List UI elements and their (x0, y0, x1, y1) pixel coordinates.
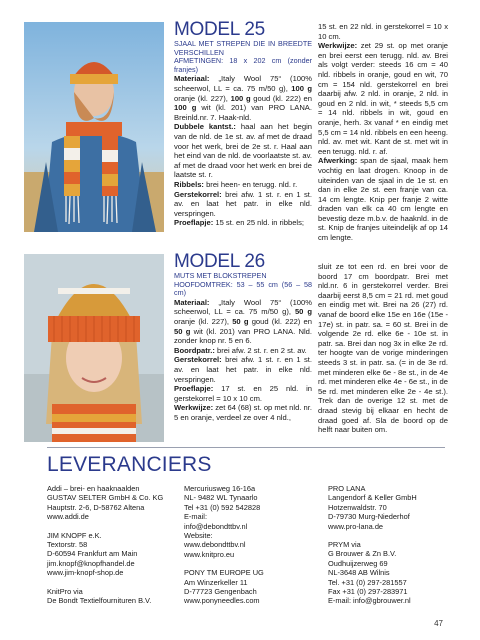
supplier-detail: www.addi.de (47, 512, 89, 522)
supplier-detail: Hotzenwaldstr. 70 (328, 502, 387, 512)
supplier-entry (328, 540, 448, 606)
supplier-detail: E-mail: (184, 512, 207, 522)
supplier-detail: www.ponyneedles.com (184, 596, 260, 606)
supplier-name: PRO LANA (328, 484, 366, 493)
instruction-text: brei heen- en terugg. nld. r. (203, 179, 298, 189)
suppliers-column-3 (328, 484, 448, 606)
supplier-detail: Tel. +31 (0) 297-281557 (328, 577, 407, 587)
supplier-detail: www.debondttbv.nl (184, 540, 246, 550)
instruction-label: 50 g (174, 326, 191, 336)
instruction-text: „Italy Wool 75“ (100% scheerwol, LL = ca. 75 m/50 g), (174, 297, 312, 317)
supplier-name: PRYM via (328, 540, 361, 550)
instruction-paragraph (174, 346, 312, 356)
instruction-text: wit (kl. 201) van PRO LANA. Breinld.nr. 7. Haak-nld. (174, 103, 312, 122)
supplier-entry (47, 531, 177, 578)
supplier-detail: Oudhuijzerweg 69 (328, 558, 388, 568)
instruction-label: 100 g (174, 103, 197, 113)
supplier-detail: info@debondttbv.nl (184, 521, 248, 531)
instruction-paragraph (318, 22, 448, 41)
instruction-paragraph (318, 262, 448, 435)
instruction-label: Werkwijze: (174, 403, 214, 413)
supplier-detail: www.jim-knopf-shop.de (47, 568, 124, 578)
instruction-text: „Italy Wool 75“ (100% scheerwol, LL = ca. 75 m/50 g), (174, 74, 312, 93)
instruction-label: Gerstekorrel: (174, 189, 222, 199)
supplier-detail: D-79730 Murg-Niederhof (328, 512, 410, 522)
instruction-text: sluit ze tot een rd. en brei voor de boord 17 cm boordpatr. Brei met nld.nr. 6 in gerstekorrel verder. Brei daarbij eerst 8,5 cm = 21 rd. met goud en eindig met wit. Brei na 26 (27) rd. vanaf de boord elke 15e en 16e (15e - 17e) st. in patr. sa. = 60 st. Brei in de volgende 2e rd. elke 6e - 10e st. in patr. sa. Brei dan nog 3x in elke 2e rd. ter hoogte van de vorige minderingen steeds 3 st. in patr. sa. (= in de 3e rd. met minderen elke 6e - 8e st., in de 4e rd. met minderen elke 4e - 6e st., in de 5e rd. met minderen elke 2e - 4e st.). Trek dan de overige 12 st. met de draad stevig bij elkaar en hecht de draad goed af. Sla de boord op de helft naar buiten om. (318, 262, 449, 435)
model-26-left-column (174, 252, 312, 423)
instruction-label: Materiaal: (174, 297, 210, 307)
instruction-text: brei afw. 1 st. r. en 1 st. av. en laat het patr. in elke nld. verspringen. (174, 355, 312, 384)
instruction-paragraph (174, 298, 312, 346)
supplier-detail: Tel +31 (0) 592 542828 (184, 502, 261, 512)
instruction-label: Boordpatr.: (174, 345, 215, 355)
instruction-text: oranje (kl. 227), (174, 93, 231, 103)
instruction-label: Afwerking: (318, 156, 358, 166)
supplier-entry (184, 568, 304, 606)
model-25-right-column (318, 22, 448, 243)
model-26-subtitle: MUTS MET BLOKSTREPEN (174, 271, 267, 280)
supplier-detail: G Brouwer & Zn B.V. (328, 549, 397, 559)
instruction-paragraph (174, 74, 312, 122)
supplier-detail: jim.knopf@knopfhandel.de (47, 558, 135, 568)
model-26-size: HOOFDOMTREK: 53 – 55 cm (56 – 58 cm) (174, 279, 312, 298)
supplier-entry (47, 587, 177, 606)
instruction-label: 100 g (230, 93, 251, 103)
instruction-label: Gerstekorrel: (174, 355, 222, 365)
supplier-detail: D-60594 Frankfurt am Main (47, 549, 138, 559)
instruction-paragraph (174, 122, 312, 180)
instruction-paragraph (174, 403, 312, 422)
instruction-text: zet 64 (68) st. op met nld. nr. 5 en oranje, verdeel ze over 4 nld., (174, 403, 312, 422)
instruction-paragraph (174, 180, 312, 190)
supplier-detail: De Bondt Textielfournituren B.V. (47, 596, 152, 606)
supplier-detail: E-mail: info@gbrouwer.nl (328, 596, 411, 606)
model-25-title: MODEL 25 (174, 19, 265, 40)
supplier-detail: Fax +31 (0) 297-283971 (328, 587, 408, 597)
instruction-paragraph (318, 156, 448, 242)
model-25-photo (24, 22, 164, 232)
supplier-entry (47, 484, 177, 522)
instruction-text: brei afw. 1 st. r. en 1 st. av. en laat het patr. in elke nld. verspringen. (174, 189, 312, 218)
instruction-text: haal aan het begin van de nld. de 1e st. av. af met de draad voor het werk, brei de 2e st. r. Haal aan het eind van de nld. de voorlaatste st. av. af met de draad voor het werk en brei de laatste st. r. (174, 122, 312, 180)
instruction-paragraph (174, 190, 312, 219)
supplier-detail: NL- 9482 WL Tynaarlo (184, 493, 258, 503)
instruction-text: zet 29 st. op met oranje en brei eerst een terugg. nld. av. Brei als volgt verder: steeds 16 cm = 40 nld. ribbels in oranje, goud en wit, 70 cm = 154 nld. gerstekorrel en brei daarbij afw. 2 nld. in oranje, 2 nld. in goud en 2 nld. in wit, * steeds 5,5 cm = 14 nld. ribbels in wit, goud en oranje, herh. 3x vanaf * en eindig met 5,5 cm = 14 nld. ribbels en een heeng. nld. av. met wit. Kant de st. met wit in een terugg. nld. r. af. (318, 41, 448, 156)
instruction-label: 50 g (294, 307, 312, 317)
supplier-detail: Website: (184, 531, 213, 541)
supplier-detail: D-77723 Gengenbach (184, 587, 257, 597)
supplier-name: JIM KNOPF e.K. (47, 530, 102, 540)
instruction-label: Dubbele kantst.: (174, 122, 236, 132)
instruction-text: 17 st. en 25 nld. in gerstekorrel = 10 x 10 cm. (174, 384, 312, 403)
supplier-detail: www.pro-lana.de (328, 521, 384, 531)
model-25-subtitle: SJAAL MET STREPEN DIE IN BREEDTE VERSCHILLEN (174, 39, 312, 57)
model-26-right-column (318, 262, 448, 435)
model-26-instructions-left (174, 298, 312, 423)
model-26-photo (24, 254, 164, 442)
instruction-paragraph (174, 384, 312, 403)
instruction-text: 15 st. en 25 nld. in ribbels; (213, 218, 305, 228)
instruction-paragraph (174, 218, 312, 228)
model-25-instructions-left (174, 74, 312, 228)
instruction-text: goud (kl. 222) en (248, 316, 312, 326)
instruction-label: 100 g (291, 83, 312, 93)
supplier-name: Mercuriusweg 16-16a (184, 484, 256, 493)
suppliers-heading: LEVERANCIERS (47, 453, 212, 476)
supplier-detail: GUSTAV SELTER GmbH & Co. KG (47, 493, 164, 503)
model-25-left-column (174, 20, 312, 228)
instruction-text: 15 st. en 22 nld. in gerstekorrel = 10 x 10 cm. (318, 22, 448, 41)
instruction-label: Werkwijze: (318, 41, 358, 51)
instruction-label: Materiaal: (174, 74, 210, 84)
instruction-label: Proeflapje: (174, 384, 214, 394)
model-26-title: MODEL 26 (174, 251, 265, 272)
supplier-name: KnitPro via (47, 586, 83, 596)
supplier-detail: Am Winzerkeller 11 (184, 577, 248, 587)
supplier-name: PONY TM EUROPE UG (184, 568, 264, 578)
instruction-label: Ribbels: (174, 179, 204, 189)
instruction-label: Proeflapje: (174, 218, 214, 228)
supplier-entry (184, 484, 304, 559)
supplier-detail: NL-3648 AB Wilnis (328, 568, 390, 578)
instruction-text: span de sjaal, maak hem vochtig en laat drogen. Knoop in de uiteinden van de sjaal in de 1e st. en dan in elke 2e st. een franje van ca. 14 cm lengte. Knip per franje 2 witte draden van elk ca 40 cm lengte en bevestig deze m.b.v. de haaknld. in de st. Knip de franjes uiteindelijk af op 14 cm lengte. (318, 156, 448, 243)
supplier-detail: Textorstr. 58 (47, 540, 88, 550)
supplier-detail: www.knitpro.eu (184, 549, 235, 559)
supplier-name: Addi – brei- en haaknaalden (47, 484, 140, 493)
model-25-size: AFMETINGEN: 18 x 202 cm (zonder franjes) (174, 56, 312, 74)
instruction-text: wit (kl. 201) van PRO LANA. Nld. zonder knop nr. 5 en 6. (174, 326, 312, 346)
suppliers-divider (47, 447, 445, 448)
suppliers-column-1 (47, 484, 177, 605)
instruction-text: brei afw. 2 st. r. en 2 st. av. (214, 345, 307, 355)
instruction-paragraph (318, 41, 448, 156)
instruction-text: goud (kl. 222) en (250, 93, 312, 103)
suppliers-column-2 (184, 484, 304, 606)
page-number: 47 (434, 619, 443, 628)
supplier-detail: Langendorf & Keller GmbH (328, 493, 417, 503)
supplier-entry (328, 484, 448, 531)
supplier-detail: Hauptstr. 2-6, D-58762 Altena (47, 502, 145, 512)
instruction-text: oranje (kl. 227), (174, 316, 233, 326)
instruction-label: 50 g (232, 316, 249, 326)
instruction-paragraph (174, 355, 312, 384)
